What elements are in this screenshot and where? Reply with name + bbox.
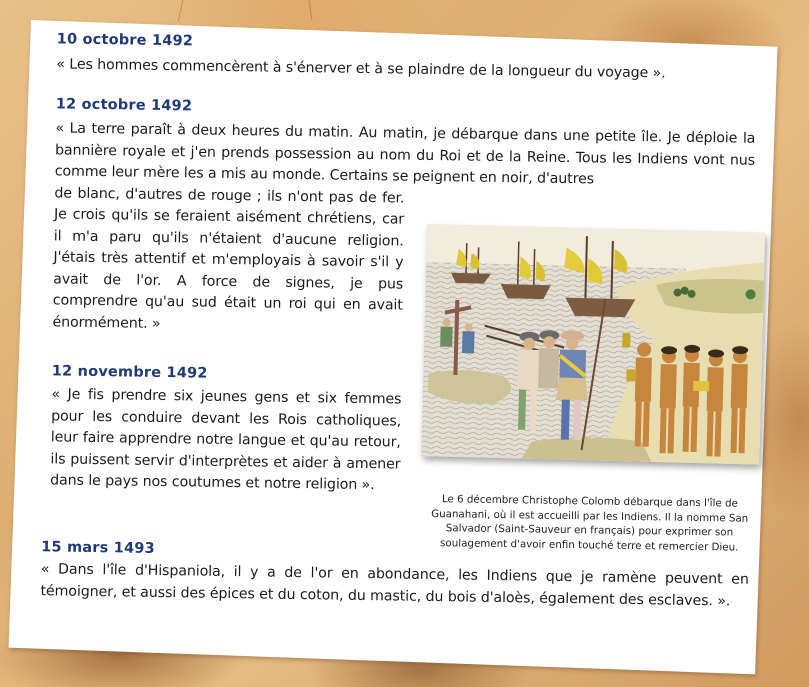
document-content <box>22 20 778 659</box>
entry-quote: « La terre paraît à deux heures du matin. Au matin, je débarque dans une petite île. Je déploie la bannière royale et j'en prends possession au nom du Roi et de la Reine. Tous les Indiens vont nus comme leur mère les a mis au monde. Certains se peignent en noir, d'autres <box>54 120 756 188</box>
parchment-texture <box>309 0 313 20</box>
entry-quote-continued: de blanc, d'autres de rouge ; ils n'ont pas de fer. Je crois qu'ils se feraient aisément chrétiens, car il m'a paru qu'ils n'étaient d'aucune religion. J'étais très attentif et m'employais à savoir s'il y avait de l'or. A force de signes, je pus comprendre qu'au sud était un roi qui en avait énormément. » <box>52 184 405 332</box>
entry-date: 15 mars 1493 <box>41 539 156 557</box>
entry-date: 10 octobre 1492 <box>56 31 194 50</box>
entry-quote: « Dans l'île d'Hispaniola, il y a de l'or en abondance, les Indiens que je ramène peuvent en témoigner, et aussi des épices et du coton, du mastic, du bois d'aloès, également des esclaves. ». <box>40 561 749 609</box>
entry-quote: « Les hommes commencèrent à s'énerver et à se plaindre de la longueur du voyage ». <box>56 56 666 82</box>
journal-entry-1 <box>56 30 757 86</box>
parchment-texture <box>178 0 184 22</box>
entry-date: 12 octobre 1492 <box>55 96 193 115</box>
engraving-illustration <box>421 224 765 464</box>
document-card <box>9 20 778 674</box>
journal-entry-4 <box>40 538 749 612</box>
columbus-landing-engraving <box>421 224 765 464</box>
entry-date: 12 novembre 1492 <box>51 363 208 382</box>
figure-caption: Le 6 décembre Christophe Colomb débarque dans l'île de Guanahani, où il est accueilli par les Indiens. Il la nomme San Salvador (Saint-Sauveur en français) pour exprimer son soulagement d'avoir enfin touché terre et remercier Dieu. <box>431 493 749 554</box>
entry-quote: « Je fis prendre six jeunes gens et six femmes pour les conduire devant les Rois catholiques, leur faire apprendre notre langue et qu'au retour, ils puissent servir d'interprètes et aider à amener dans le pays nos coutumes et notre religion ». <box>50 386 402 494</box>
